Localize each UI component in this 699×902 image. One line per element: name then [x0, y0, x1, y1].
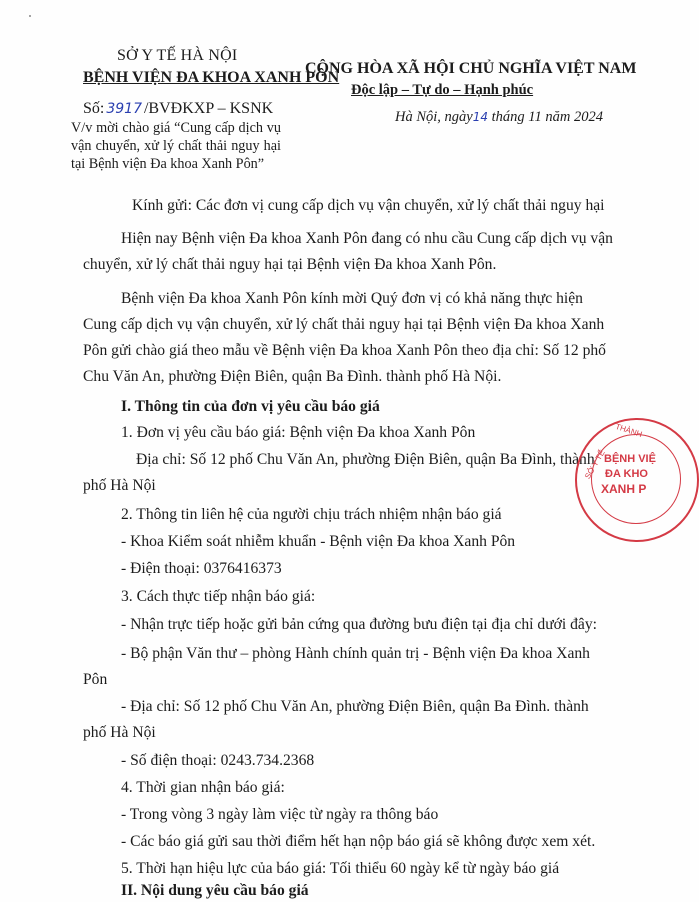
s1-item3-address-line2: phố Hà Nội	[83, 724, 156, 741]
para2-line3: Pôn gửi chào giá theo mẫu về Bệnh viện Đa khoa Xanh Pôn theo địa chỉ: Số 12 phố	[83, 342, 606, 359]
s1-item2-phone: - Điện thoại: 0376416373	[121, 560, 282, 577]
s1-address-line2: phố Hà Nội	[83, 477, 156, 494]
para1-line2: chuyển, xử lý chất thải nguy hại tại Bệnh viện Đa khoa Xanh Pôn.	[83, 256, 497, 273]
s1-item3-office-line1: - Bộ phận Văn thư – phòng Hành chính quản trị - Bệnh viện Đa khoa Xanh	[121, 645, 590, 662]
s1-item3-delivery: - Nhận trực tiếp hoặc gửi bản cứng qua đường bưu điện tại địa chỉ dưới đây:	[121, 616, 597, 633]
s1-item2: 2. Thông tin liên hệ của người chịu trách nhiệm nhận báo giá	[121, 506, 502, 523]
s1-item3: 3. Cách thực tiếp nhận báo giá:	[121, 588, 316, 605]
scan-speck	[29, 15, 31, 17]
hospital-seal-stamp	[575, 418, 699, 542]
hospital-name: BỆNH VIỆN ĐA KHOA XANH PÔN	[83, 69, 340, 86]
doc-number-prefix: Số:	[83, 100, 105, 117]
s1-address-line1: Địa chỉ: Số 12 phố Chu Văn An, phường Điện Biên, quận Ba Đình, thành	[136, 451, 595, 468]
s1-item3-office-line2: Pôn	[83, 671, 108, 688]
para2-line4: Chu Văn An, phường Điện Biên, quận Ba Đình. thành phố Hà Nội.	[83, 368, 502, 385]
seal-line3: XANH P	[601, 482, 647, 496]
s1-item1: 1. Đơn vị yêu cầu báo giá: Bệnh viện Đa khoa Xanh Pôn	[121, 424, 476, 441]
s1-item4-window: - Trong vòng 3 ngày làm việc từ ngày ra thông báo	[121, 806, 439, 823]
date-day-handwritten: 14	[472, 110, 489, 124]
para2-line1: Bệnh viện Đa khoa Xanh Pôn kính mời Quý đơn vị có khả năng thực hiện	[121, 290, 583, 307]
s1-item3-address-line1: - Địa chỉ: Số 12 phố Chu Văn An, phường Điện Biên, quận Ba Đình. thành	[121, 698, 589, 715]
doc-number-suffix: /BVĐKXP – KSNK	[143, 100, 274, 117]
ministry-name: SỞ Y TẾ HÀ NỘI	[117, 47, 238, 64]
s1-item4: 4. Thời gian nhận báo giá:	[121, 779, 285, 796]
issue-date	[395, 109, 603, 126]
para1-line1: Hiện nay Bệnh viện Đa khoa Xanh Pôn đang có nhu cầu Cung cấp dịch vụ vận	[121, 230, 613, 247]
para2-line2: Cung cấp dịch vụ vận chuyển, xử lý chất thải nguy hại tại Bệnh viện Đa khoa Xanh	[83, 316, 605, 333]
greeting: Kính gửi: Các đơn vị cung cấp dịch vụ vận chuyển, xử lý chất thải nguy hại	[132, 197, 605, 214]
national-motto: Độc lập – Tự do – Hạnh phúc	[351, 82, 534, 98]
seal-line1: BỆNH VIỆ	[604, 453, 656, 465]
s1-item5: 5. Thời hạn hiệu lực của báo giá: Tối thiểu 60 ngày kể từ ngày báo giá	[121, 860, 560, 877]
document-subject: V/v mời chào giá “Cung cấp dịch vụ vận chuyển, xử lý chất thải nguy hại tại Bệnh viện Đa khoa Xanh Pôn”	[71, 120, 281, 172]
s1-item4-late: - Các báo giá gửi sau thời điểm hết hạn nộp báo giá sẽ không được xem xét.	[121, 833, 596, 850]
s1-item2-department: - Khoa Kiểm soát nhiễm khuẩn - Bệnh viện Đa khoa Xanh Pôn	[121, 533, 516, 550]
date-prefix: Hà Nội, ngày	[395, 109, 473, 125]
section2-title: II. Nội dung yêu cầu báo giá	[121, 882, 309, 899]
date-suffix: tháng 11 năm 2024	[491, 109, 603, 125]
national-title: CỘNG HÒA XÃ HỘI CHỦ NGHĨA VIỆT NAM	[305, 60, 637, 77]
section1-title: I. Thông tin của đơn vị yêu cầu báo giá	[121, 398, 380, 415]
seal-ring-text-top: THÀNH	[614, 421, 644, 440]
seal-line2: ĐA KHO	[605, 468, 648, 480]
document-number	[83, 100, 273, 118]
s1-item3-phone: - Số điện thoại: 0243.734.2368	[121, 752, 315, 769]
seal-ring-text-left: SỞ Y TẾ	[583, 448, 607, 481]
doc-number-handwritten: 3917	[106, 101, 142, 117]
